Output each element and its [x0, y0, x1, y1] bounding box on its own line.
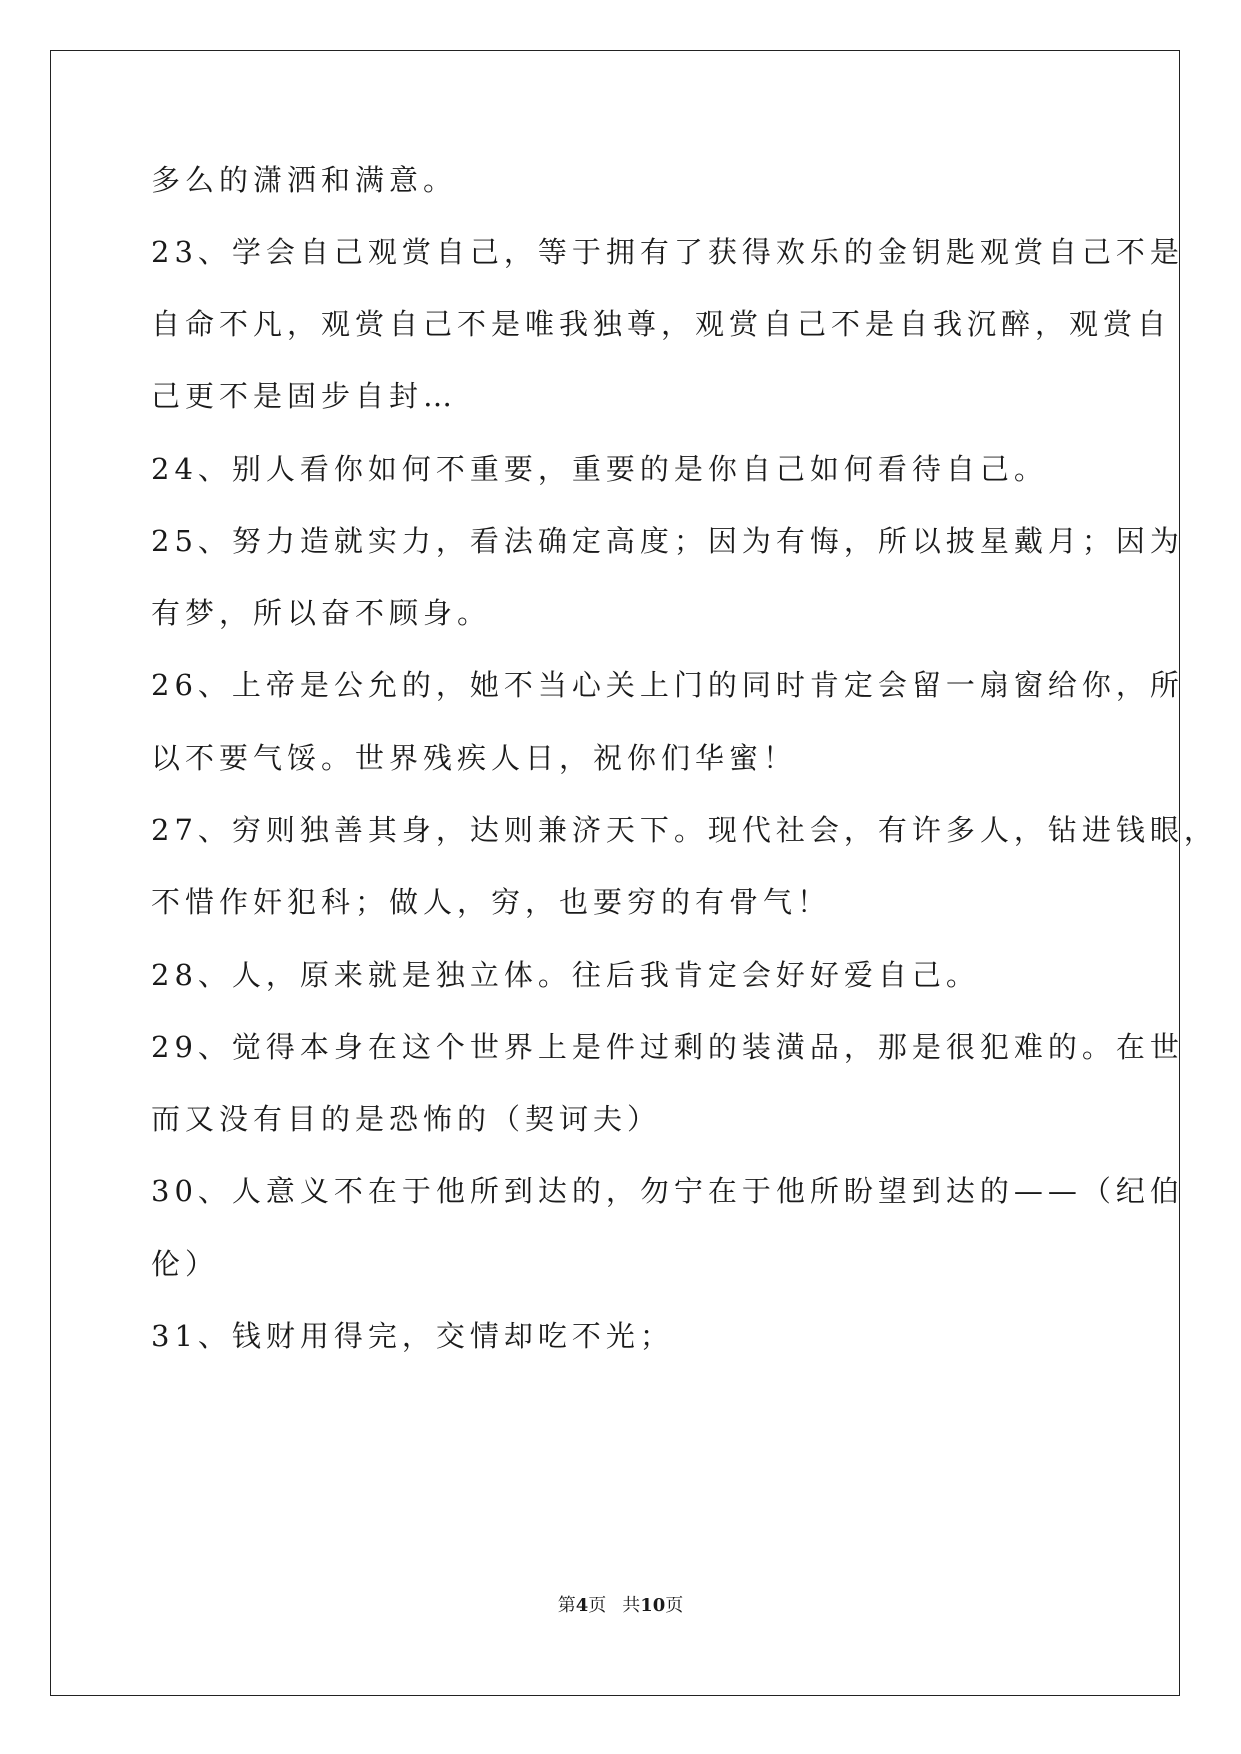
- text-line: 不惜作奸犯科；做人，穷，也要穷的有骨气！: [151, 885, 832, 919]
- page-border: [50, 50, 1180, 1696]
- page-suffix: 页: [588, 1595, 607, 1616]
- text-line: 31、钱财用得完，交情却吃不光；: [151, 1319, 674, 1353]
- text-line: 29、觉得本身在这个世界上是件过剩的装潢品，那是很犯难的。在世: [151, 1030, 1184, 1064]
- text-line: 以不要气馁。世界残疾人日，祝你们华蜜！: [151, 741, 798, 775]
- text-line: 28、人，原来就是独立体。往后我肯定会好好爱自己。: [151, 958, 980, 992]
- text-line: 己更不是固步自封…: [151, 379, 458, 413]
- page-prefix: 第: [557, 1595, 576, 1616]
- text-line: 多么的潇洒和满意。: [151, 163, 458, 197]
- page-footer: [0, 1594, 1241, 1618]
- text-line: 自命不凡，观赏自己不是唯我独尊，观赏自己不是自我沉醉，观赏自: [151, 307, 1172, 341]
- text-line: 23、学会自己观赏自己，等于拥有了获得欢乐的金钥匙观赏自己不是: [151, 235, 1184, 269]
- text-line: 伦）: [151, 1247, 220, 1281]
- total-suffix: 页: [665, 1595, 684, 1616]
- total-pages: 10: [640, 1595, 666, 1616]
- page-number: 4: [575, 1595, 589, 1616]
- text-line: 26、上帝是公允的，她不当心关上门的同时肯定会留一扇窗给你，所: [151, 668, 1184, 702]
- text-line: 24、别人看你如何不重要，重要的是你自己如何看待自己。: [151, 452, 1048, 486]
- text-line: 27、穷则独善其身，达则兼济天下。现代社会，有许多人，钻进钱眼，: [151, 813, 1218, 847]
- text-line: 而又没有目的是恐怖的（契诃夫）: [151, 1102, 662, 1136]
- text-line: 25、努力造就实力，看法确定高度；因为有悔，所以披星戴月；因为: [151, 524, 1184, 558]
- total-prefix: 共: [622, 1595, 641, 1616]
- text-line: 30、人意义不在于他所到达的，勿宁在于他所盼望到达的——（纪伯: [151, 1174, 1184, 1208]
- text-line: 有梦，所以奋不顾身。: [151, 596, 492, 630]
